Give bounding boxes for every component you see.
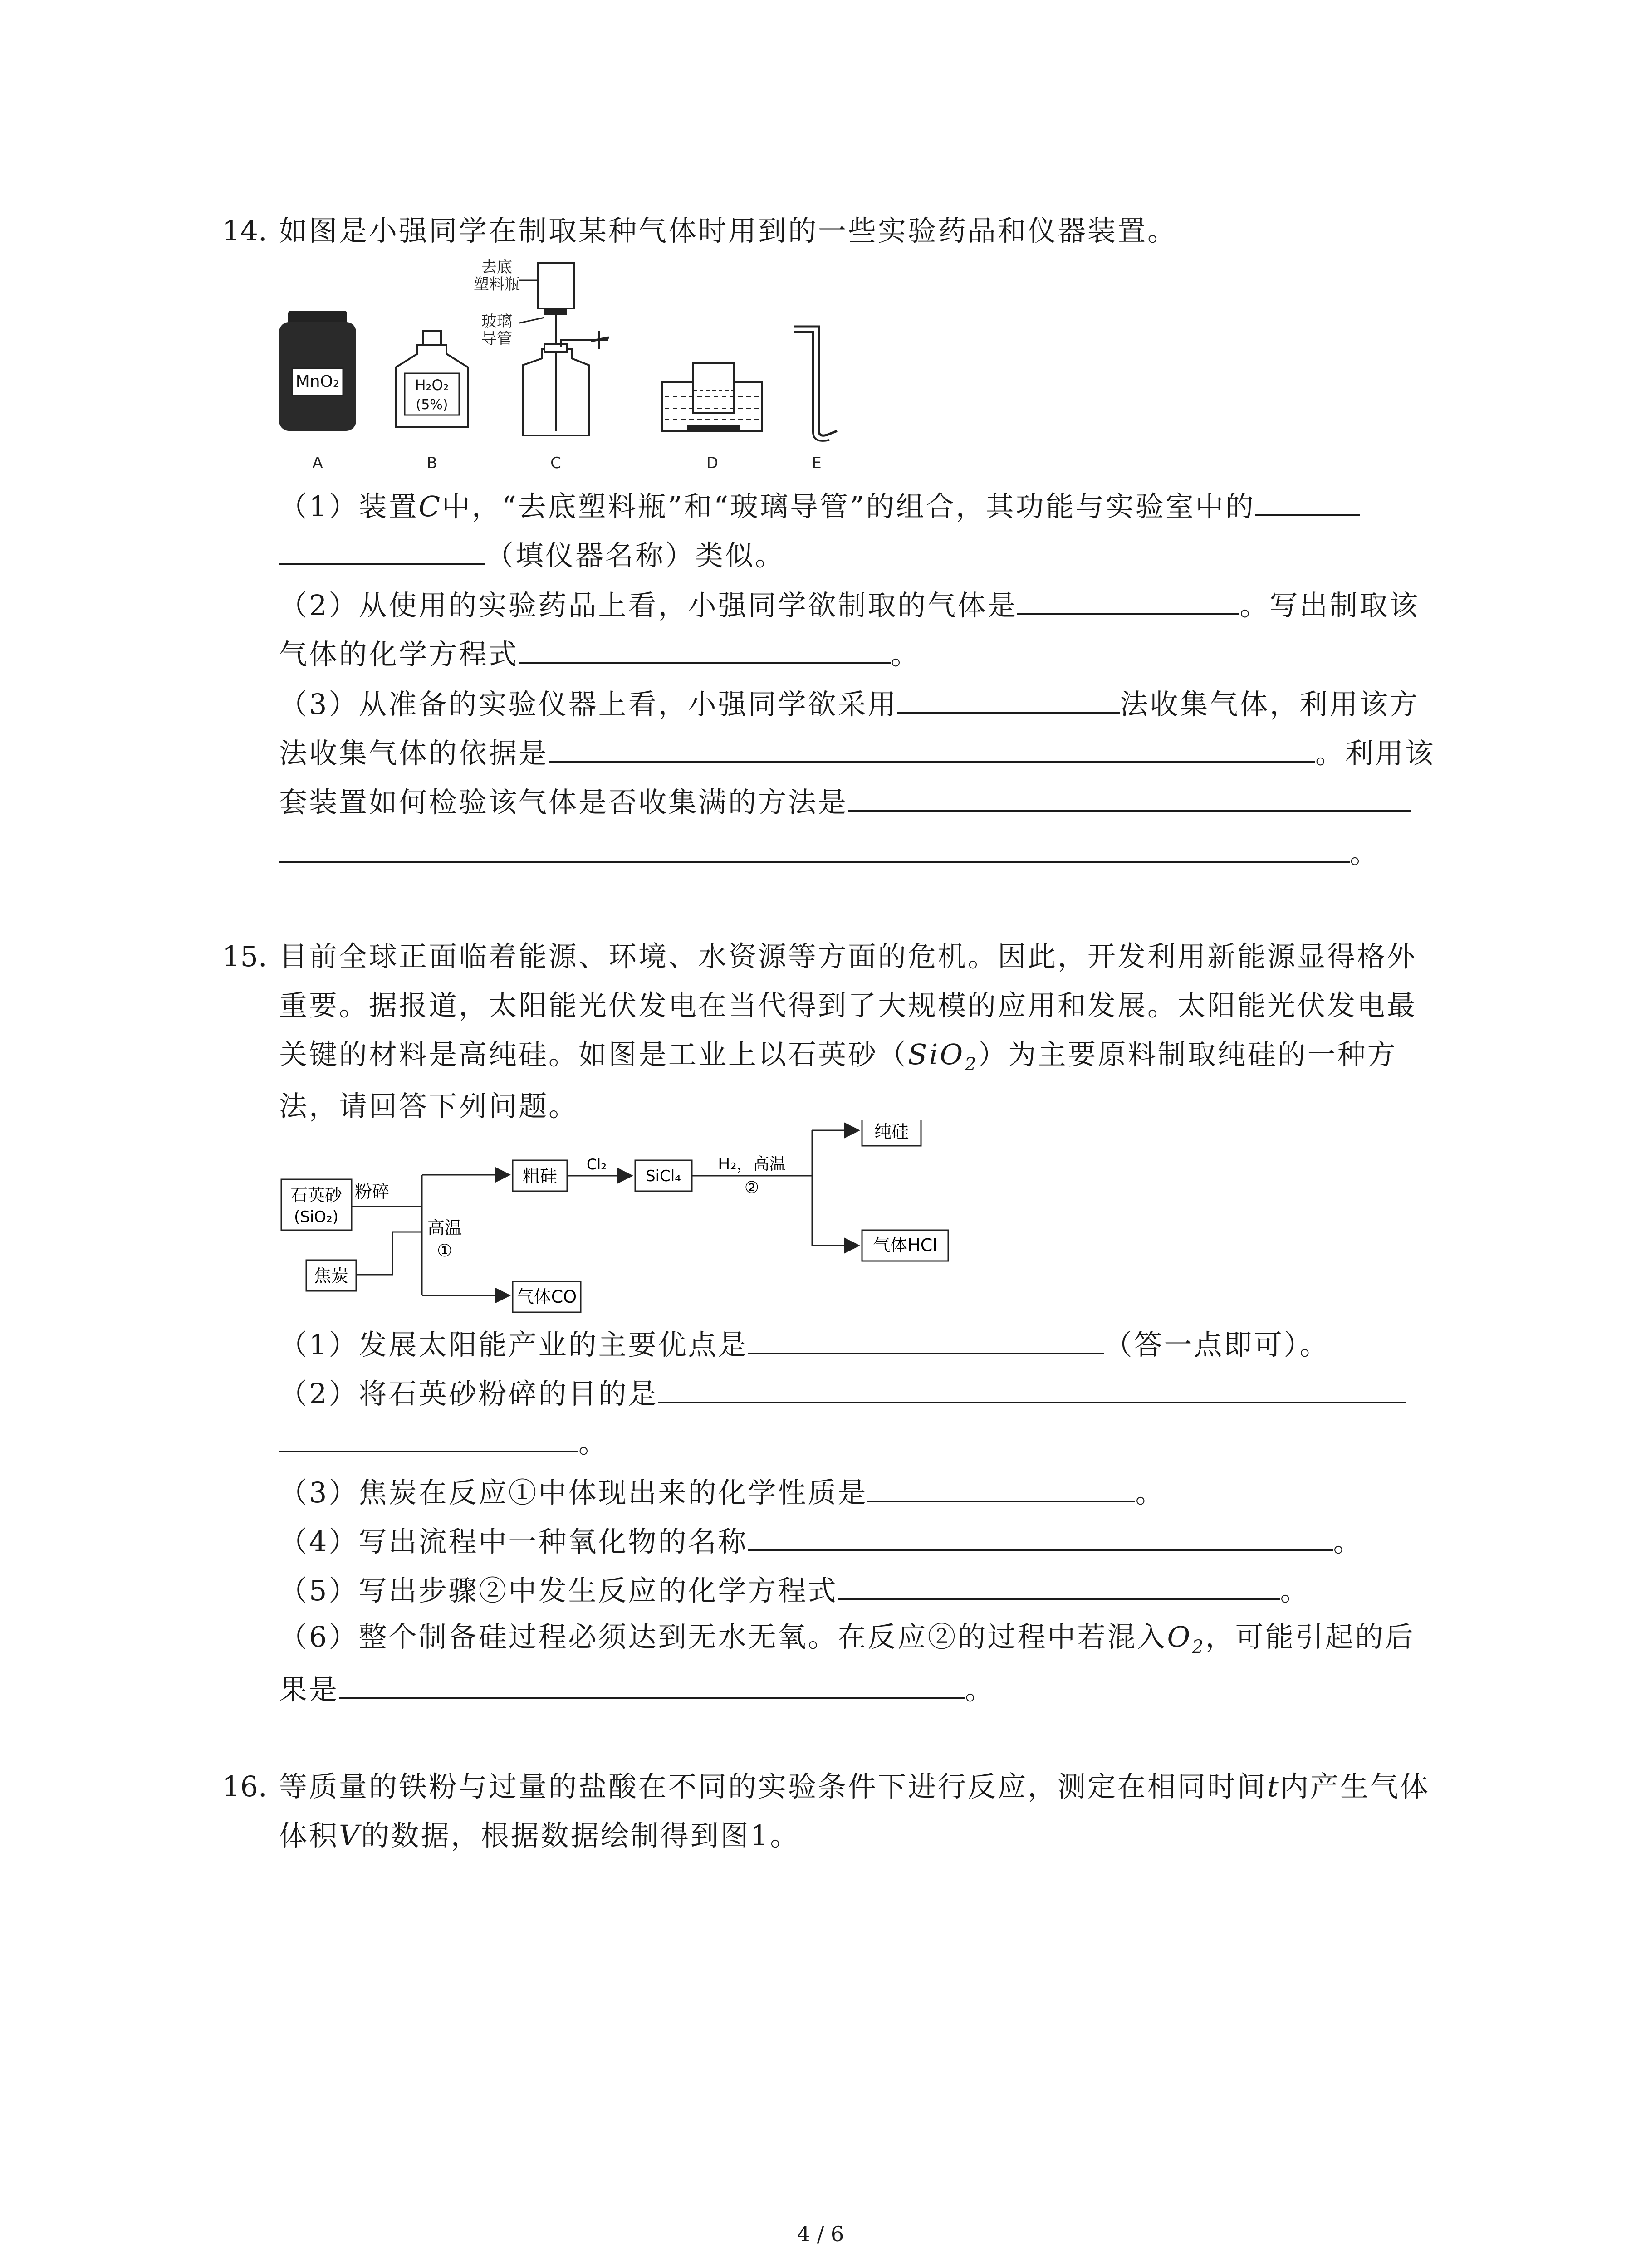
q15-p6-sub: 2	[1192, 1637, 1205, 1657]
q14-p1-text-a: （1）装置	[279, 490, 419, 523]
pure-si-label: 纯硅	[874, 1122, 909, 1142]
q14-p1-var-c: C	[418, 490, 442, 523]
trough-d	[662, 363, 762, 472]
q15-stem3-text-b: ）为主要原料制取纯硅的一种方	[978, 1038, 1397, 1071]
tube-e	[794, 327, 837, 472]
q14-number: 14.	[222, 214, 267, 247]
q15-p2-text-a: （2）将石英砂粉碎的目的是	[279, 1377, 658, 1410]
q15-p6-end: 。	[965, 1673, 995, 1706]
q16-number: 16.	[222, 1770, 267, 1803]
q15-stem-line2: 重要。据报道，太阳能光伏发电在当代得到了大规模的应用和发展。太阳能光伏发电最	[279, 989, 1417, 1022]
q14-p1-blank-cont[interactable]	[279, 535, 485, 565]
q14-p2-text-line2: 气体的化学方程式	[279, 638, 519, 671]
cl2-label: Cl₂	[586, 1156, 607, 1173]
grind-label: 粉碎	[354, 1182, 390, 1202]
label-a: A	[312, 454, 323, 472]
q15-stem-line1: 目前全球正面临着能源、环境、水资源等方面的危机。因此，开发利用新能源显得格外	[279, 940, 1417, 973]
q15-p6-o: O	[1167, 1620, 1192, 1653]
q15-p1-text-b: （答一点即可）。	[1104, 1328, 1330, 1361]
q15-number: 15.	[222, 940, 267, 973]
q15-p2-end: 。	[578, 1426, 609, 1459]
q14-p2-text-b: 。写出制取该	[1239, 589, 1420, 622]
q15-stem-line4: 法，请回答下列问题。	[279, 1090, 579, 1123]
q15-p4-text-a: （4）写出流程中一种氧化物的名称	[279, 1525, 748, 1558]
step2-label: ②	[744, 1178, 759, 1197]
q14-p3-text-line2: 法收集气体的依据是	[279, 737, 549, 770]
q15-p3-end: 。	[1135, 1476, 1166, 1509]
high-temp-label-1: 高温	[427, 1218, 462, 1238]
jar-a-mno2	[279, 311, 356, 472]
q14-part2-line2	[279, 634, 921, 672]
q16-line1-text-b: 内产生气体	[1280, 1770, 1430, 1803]
q14-p1-text-line2: （填仪器名称）类似。	[485, 539, 785, 572]
q14-p3-method-blank[interactable]	[897, 684, 1120, 714]
q15-p5-blank[interactable]	[838, 1570, 1280, 1600]
sicl4-label: SiCl₄	[646, 1167, 681, 1185]
q15-p4-end: 。	[1333, 1525, 1363, 1558]
gas-hcl-label: 气体HCl	[873, 1235, 937, 1255]
concentration-label: (5%)	[416, 397, 448, 413]
q15-p2-blank[interactable]	[658, 1374, 1406, 1403]
q15-part2-line2	[279, 1422, 608, 1461]
q14-p2-end: 。	[891, 638, 921, 671]
q15-p6-text-b: ，可能引起的后	[1205, 1620, 1415, 1653]
q15-p1-blank[interactable]	[748, 1325, 1104, 1354]
q14-stem: 如图是小强同学在制取某种气体时用到的一些实验药品和仪器装置。	[279, 214, 1178, 247]
q14-p3-basis-blank[interactable]	[549, 733, 1315, 763]
q15-p1-text-a: （1）发展太阳能产业的主要优点是	[279, 1328, 748, 1361]
q14-p3-text-a: （3）从准备的实验仪器上看，小强同学欲采用	[279, 688, 898, 721]
q14-p1-blank[interactable]	[1255, 486, 1360, 516]
q15-part1	[279, 1325, 1329, 1363]
quartz-label: 石英砂	[290, 1185, 343, 1205]
gas-co-label: 气体CO	[516, 1287, 577, 1307]
crude-si-label: 粗硅	[522, 1166, 558, 1186]
q16-line2-text-a: 体积	[279, 1819, 339, 1852]
glass-tube-label-2: 导管	[481, 330, 512, 348]
q14-part2-line1	[279, 585, 1419, 623]
q14-p3-text-line3: 套装置如何检验该气体是否收集满的方法是	[279, 786, 848, 819]
q14-p3-end: 。	[1350, 836, 1380, 870]
q14-part1-line1	[279, 486, 1360, 524]
q15-p2-blank-cont[interactable]	[279, 1422, 578, 1452]
q14-p2-equation-blank[interactable]	[519, 634, 891, 664]
q14-p2-text-a: （2）从使用的实验药品上看，小强同学欲制取的气体是	[279, 589, 1018, 622]
q14-p2-gas-blank[interactable]	[1017, 585, 1239, 615]
q14-p3-check-blank-cont[interactable]	[279, 833, 1350, 863]
q16-line1	[279, 1769, 1430, 1804]
mno2-label: MnO₂	[295, 372, 340, 391]
q14-p3-check-blank[interactable]	[848, 782, 1411, 812]
q15-p4-blank[interactable]	[748, 1521, 1333, 1551]
h2o2-label: H₂O₂	[415, 376, 449, 394]
remove-bottom-label-1: 去底	[481, 258, 512, 276]
q14-p3-text-b: 法收集气体，利用该方	[1120, 688, 1420, 721]
q15-stem3-text-a: 关键的材料是高纯硅。如图是工业上以石英砂（	[279, 1038, 908, 1071]
quartz-formula: (SiO₂)	[294, 1208, 338, 1226]
q15-p5-text-a: （5）写出步骤②中发生反应的化学方程式	[279, 1574, 838, 1607]
q15-part2-line1	[279, 1374, 1406, 1412]
q14-p3-line2-end: 。利用该	[1315, 737, 1435, 770]
step1-label: ①	[436, 1241, 453, 1261]
q16-line2	[279, 1818, 800, 1853]
label-c: C	[550, 454, 561, 472]
q15-stem3-sub: 2	[965, 1054, 978, 1075]
q15-stem3-sio: SiO	[908, 1038, 965, 1071]
q15-part3	[279, 1472, 1165, 1510]
page-number: 4 / 6	[797, 2222, 844, 2246]
q15-part4	[279, 1521, 1363, 1559]
q15-p6-text-a: （6）整个制备硅过程必须达到无水无氧。在反应②的过程中若混入	[279, 1620, 1167, 1653]
q15-part6-line1	[279, 1619, 1415, 1665]
q15-stem-line3	[279, 1037, 1397, 1082]
q14-part1-line2	[279, 535, 785, 573]
q15-p5-end: 。	[1280, 1574, 1310, 1607]
q15-part6-line2	[279, 1669, 995, 1707]
label-d: D	[706, 454, 719, 472]
q14-p1-text-b: 中，“去底塑料瓶”和“玻璃导管”的组合，其功能与实验室中的	[441, 490, 1255, 523]
q15-p6-blank[interactable]	[339, 1669, 965, 1699]
remove-bottom-label-2: 塑料瓶	[474, 275, 520, 293]
q16-var-t: t	[1267, 1770, 1280, 1803]
q15-p3-blank[interactable]	[867, 1472, 1135, 1502]
coke-label: 焦炭	[314, 1266, 349, 1286]
q15-flow-diagram	[272, 1120, 980, 1329]
q15-p6-text-line2: 果是	[279, 1673, 339, 1706]
q15-p3-text-a: （3）焦炭在反应①中体现出来的化学性质是	[279, 1476, 868, 1509]
q14-part3-line1	[279, 684, 1419, 722]
q14-part3-line4	[279, 833, 1380, 871]
q14-part3-line2	[279, 733, 1435, 771]
q16-line2-text-b: 的数据，根据数据绘制得到图1。	[361, 1819, 800, 1852]
apparatus-c	[474, 258, 609, 472]
glass-tube-label-1: 玻璃	[481, 313, 512, 331]
q14-part3-line3	[279, 782, 1411, 820]
bottle-b-h2o2	[396, 331, 468, 472]
q14-apparatus-figure	[254, 254, 889, 481]
label-e: E	[812, 454, 822, 472]
q16-line1-text-a: 等质量的铁粉与过量的盐酸在不同的实验条件下进行反应，测定在相同时间	[279, 1770, 1268, 1803]
q16-var-v: V	[339, 1819, 361, 1852]
h2-high-temp-label: H₂，高温	[718, 1155, 786, 1173]
label-b: B	[426, 454, 437, 472]
q15-part5	[279, 1570, 1310, 1608]
